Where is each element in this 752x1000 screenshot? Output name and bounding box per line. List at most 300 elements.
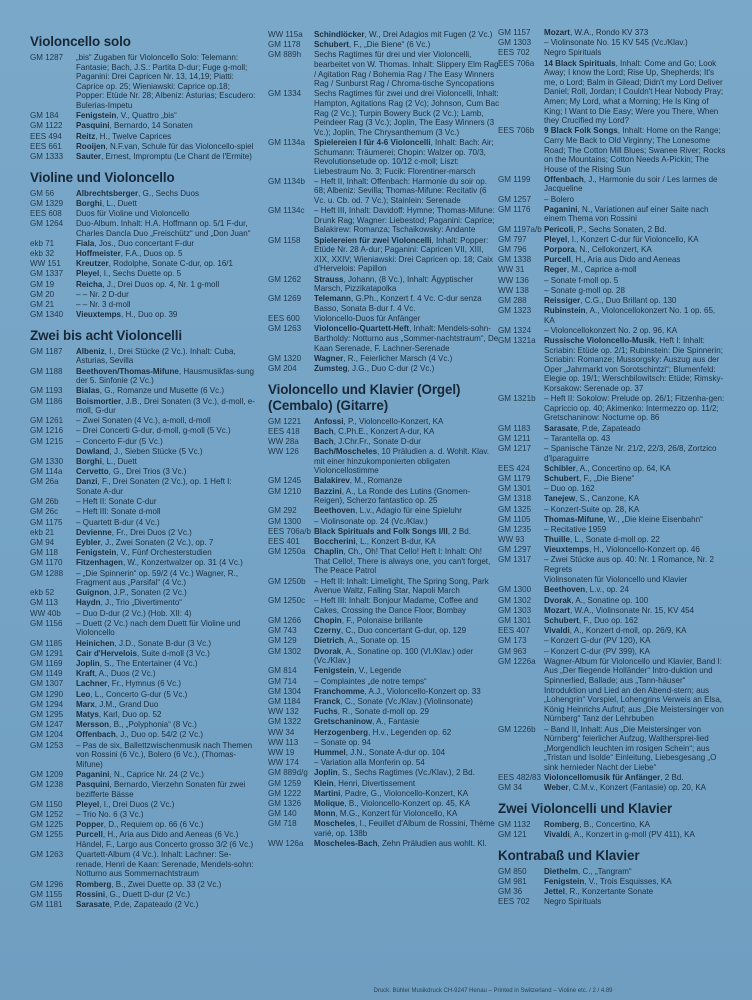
catalog-title: – Concerto F-dur (5 Vc.) bbox=[76, 436, 163, 446]
catalog-number: GM 1209 bbox=[30, 769, 64, 779]
catalog-number: GM 1134c bbox=[268, 206, 305, 216]
catalog-number: GM 850 bbox=[498, 866, 527, 876]
catalog-entry bbox=[268, 636, 500, 646]
section-heading: Violoncello und Klavier (Orgel) (Cembalo) (Gitarre) bbox=[268, 381, 461, 413]
catalog-entry bbox=[30, 850, 256, 879]
catalog-entry bbox=[268, 40, 500, 50]
catalog-title: 9 Black Folk Songs, Inhalt: Home on the Range; Carry Me Back to Old Virginny; The Lonesome Road; The Cotton Mill Blues; Swanee River; Rocks on the Mountains; Cotton Needs A-Pickin; The House of the Rising Sun bbox=[544, 126, 726, 174]
catalog-entry bbox=[30, 239, 256, 249]
catalog-number: WW 138 bbox=[498, 285, 529, 295]
catalog-title: – Heft II, Inhalt: Offenbach: Harmonie du soir op. 68; Albeniz: Sevilla; Thomas-Mifune: Recitativ (6 Vc. u. Cb. od. 7 Vc.); Stainlein: Serenade bbox=[314, 176, 487, 206]
catalog-number: GM 1158 bbox=[268, 235, 301, 245]
catalog-title: Bazzini, A., La Ronde des Lutins (Gnomen-Reigen), Scherzo fantastico op. 25 bbox=[314, 486, 471, 506]
catalog-title: Mozart, W.A., Violinsonate Nr. 15, KV 454 bbox=[544, 605, 695, 615]
catalog-section bbox=[268, 30, 500, 374]
catalog-entry bbox=[268, 758, 500, 768]
catalog-number: EES 401 bbox=[268, 536, 300, 546]
catalog-entry bbox=[30, 477, 256, 496]
catalog-number: WW 31 bbox=[498, 265, 525, 275]
catalog-title: Bach/Moscheles, 10 Präludien a. d. Wohlt. Klav. mit einer hinzukomponierten obligaten Violoncellostimme bbox=[314, 447, 490, 476]
catalog-number: GM 140 bbox=[268, 809, 297, 819]
catalog-entry bbox=[268, 799, 500, 809]
catalog-number: GM 1226a bbox=[498, 656, 536, 666]
catalog-entry bbox=[30, 142, 256, 152]
catalog-entry bbox=[268, 294, 500, 313]
catalog-number: WW 151 bbox=[30, 259, 61, 269]
catalog-entry bbox=[498, 205, 726, 224]
catalog-title: Pasquini, Bernardo, 14 Sonaten bbox=[76, 121, 193, 131]
catalog-title: Romberg, B., Concertino, KA bbox=[544, 819, 650, 829]
catalog-title: Cervetto, G., Drei Trios (3 Vc.) bbox=[76, 467, 187, 477]
catalog-title: Eybler, J., Zwei Sonaten (2 Vc.), op. 7 bbox=[76, 537, 214, 547]
catalog-title: Negro Spirituals bbox=[544, 897, 602, 907]
column-middle bbox=[268, 30, 500, 849]
catalog-title: Dvorak, A., Sonatine op. 100 bbox=[544, 595, 649, 605]
catalog-title: Violoncellomusik für Anfänger, 2 Bd. bbox=[544, 773, 684, 783]
catalog-number bbox=[498, 575, 544, 585]
catalog-entry bbox=[30, 800, 256, 810]
catalog-number: ekb 52 bbox=[30, 588, 55, 598]
catalog-title: – Violinsonate op. 24 (Vc./Klav.) bbox=[314, 516, 428, 526]
catalog-entry bbox=[30, 53, 256, 111]
catalog-title: Thuille, L., Sonate d-moll op. 22 bbox=[544, 535, 660, 545]
catalog-title: – Quartett B-dur (4 Vc.) bbox=[76, 517, 160, 527]
catalog-number: GM 1156 bbox=[30, 618, 63, 628]
catalog-number: EES 407 bbox=[498, 626, 530, 636]
catalog-entry bbox=[498, 494, 726, 504]
catalog-title: – – Nr. 2 D-dur bbox=[76, 289, 129, 299]
catalog-title: Fenigstein, V., Trois Esquisses, KA bbox=[544, 876, 672, 886]
catalog-entry bbox=[30, 880, 256, 890]
catalog-number: GM 1176 bbox=[498, 204, 531, 214]
catalog-title: Sarasate, P.de, Zapateado bbox=[544, 423, 641, 433]
catalog-title: Reger, M., Caprice a-moll bbox=[544, 265, 637, 275]
catalog-title: Jettel, R., Konzertante Sonate bbox=[544, 887, 654, 896]
catalog-number: GM 1149 bbox=[30, 669, 63, 679]
catalog-title: Schubert, F., „Die Biene“ (6 Vc.) bbox=[314, 40, 431, 50]
catalog-entry bbox=[498, 286, 726, 296]
catalog-title: Fenigstein, V., Legende bbox=[314, 666, 402, 676]
catalog-number: GM 1247 bbox=[30, 720, 64, 730]
catalog-title: Borghi, L., Duett bbox=[76, 457, 137, 467]
catalog-entry bbox=[30, 890, 256, 900]
catalog-number: ekb 21 bbox=[30, 527, 55, 537]
catalog-number: GM 1295 bbox=[30, 709, 64, 719]
catalog-entry bbox=[30, 659, 256, 669]
catalog-entry bbox=[268, 677, 500, 687]
catalog-entry bbox=[30, 467, 256, 477]
catalog-entry bbox=[30, 457, 256, 467]
catalog-number: GM 118 bbox=[30, 548, 59, 558]
catalog-title: Spielereien I für 4-6 Violoncelli, Inhalt: Bach: Air; Schumann: Träumerei; Chopin: Walzer op. 70/3, Revolutionsetude op. 10/12 c-moll; Liszt: Liebestraum No. 3; Fucik: Florentiner-marsch bbox=[314, 137, 494, 176]
catalog-number: GM 1337 bbox=[30, 269, 64, 279]
catalog-entry bbox=[268, 697, 500, 707]
catalog-number: GM 129 bbox=[268, 636, 297, 646]
catalog-entry bbox=[268, 364, 500, 374]
catalog-title: – Heft III: Inhalt: Bonjour Madame, Coffee and Cakes, Crossing the Dance Floor, Bombay bbox=[314, 596, 479, 615]
catalog-number: GM 114a bbox=[30, 467, 63, 477]
catalog-title: Reicha, J., Drei Duos op. 4, Nr. 1 g-moll bbox=[76, 279, 220, 289]
catalog-title: Joplin, S., Sechs Ragtimes (Vc./Klav.), 2 Bd. bbox=[314, 768, 475, 778]
catalog-number: GM 1264 bbox=[30, 219, 64, 229]
catalog-title: Marx, J.M., Grand Duo bbox=[76, 699, 159, 709]
catalog-number: GM 113 bbox=[30, 598, 59, 608]
catalog-section bbox=[498, 28, 726, 793]
catalog-title: – Violinsonate No. 15 KV 545 (Vc./Klav.) bbox=[544, 38, 688, 48]
catalog-title: – Zwei Stücke aus op. 40: Nr. 1 Romance, Nr. 2 Regrets bbox=[544, 555, 714, 575]
catalog-number: ekb 71 bbox=[30, 238, 55, 248]
catalog-number: GM 1210 bbox=[268, 486, 302, 496]
catalog-number: GM 1217 bbox=[498, 444, 532, 453]
catalog-title: Vieuxtemps, H., Violoncello-Konzert op. 46 bbox=[544, 545, 700, 555]
catalog-entry bbox=[30, 367, 256, 386]
catalog-number: GM 20 bbox=[30, 289, 55, 299]
catalog-number: GM 1132 bbox=[498, 819, 531, 829]
catalog-number: WW 132 bbox=[268, 707, 299, 717]
catalog-number: GM 1320 bbox=[268, 353, 302, 363]
catalog-title: Dietrich, A., Sonate op. 15 bbox=[314, 636, 411, 646]
catalog-number: GM 1105 bbox=[498, 514, 531, 524]
catalog-title: Molique, B., Violoncello-Konzert op. 45, KA bbox=[314, 798, 470, 808]
catalog-number: GM 26a bbox=[30, 477, 59, 487]
catalog-number: GM 1304 bbox=[268, 686, 302, 696]
catalog-title: Bach, C.Ph.E., Konzert A-dur, KA bbox=[314, 426, 435, 436]
catalog-number: GM 1301 bbox=[498, 484, 532, 494]
catalog-entry bbox=[30, 310, 256, 320]
catalog-entry bbox=[498, 783, 726, 793]
catalog-number: GM 1186 bbox=[30, 396, 63, 406]
catalog-number: GM 1333 bbox=[30, 151, 64, 161]
catalog-title: Duos für Violine und Violoncello bbox=[76, 208, 190, 218]
catalog-title: Guignon, J.P., Sonaten (2 Vc.) bbox=[76, 588, 187, 598]
catalog-entry bbox=[268, 50, 500, 88]
catalog-title: – „Die Spinnerin“ op. 59/2 (4 Vc.) Wagner, R., Fragment aus „Parsifal“ (4 Vc.) bbox=[76, 568, 239, 588]
catalog-title: Reissiger, C.G., Duo Brillant op. 130 bbox=[544, 295, 677, 305]
catalog-number: GM 1235 bbox=[498, 524, 532, 534]
catalog-number: EES 608 bbox=[30, 208, 62, 218]
catalog-number: GM 1288 bbox=[30, 568, 64, 578]
catalog-entry bbox=[30, 830, 256, 849]
catalog-entry bbox=[30, 820, 256, 830]
print-footer: Druck: Bühler Musikdruck CH-9247 Henau – Printed in Switzerland – Violine etc. / 2 / 4.89 bbox=[373, 988, 613, 994]
catalog-title: Black Spirituals and Folk Songs I/II, 2 Bd. bbox=[314, 526, 471, 536]
catalog-entry bbox=[268, 738, 500, 748]
catalog-entry bbox=[498, 296, 726, 306]
catalog-title: Hoffmeister, F.A., Duos op. 5 bbox=[76, 249, 183, 259]
catalog-title: Mozart, W.A., Rondo KV 373 bbox=[544, 28, 649, 37]
catalog-title: Vivaldi, A., Konzert in g-moll (PV 411), KA bbox=[544, 830, 695, 840]
catalog-number: GM 1318 bbox=[498, 494, 532, 504]
catalog-title: Purcell, H., Aria aus Dido and Aeneas bbox=[544, 255, 681, 265]
catalog-number: GM 1257 bbox=[498, 194, 532, 204]
catalog-entry bbox=[498, 336, 726, 394]
catalog-entry bbox=[268, 517, 500, 527]
catalog-number: WW 126 bbox=[268, 447, 299, 457]
catalog-number: GM 1263 bbox=[30, 850, 64, 860]
catalog-title: Schibler, A., Concertino op. 64, KA bbox=[544, 463, 671, 473]
catalog-title: Pasquini, Bernardo, Vierzehn Sonaten für zwei bezifferte Bässe bbox=[76, 780, 246, 799]
catalog-entry bbox=[268, 324, 500, 353]
catalog-title: – Spanische Tänze Nr. 21/2, 22/3, 26/8, Zortzico d'Iparaguirre bbox=[544, 444, 717, 463]
catalog-entry bbox=[498, 773, 726, 783]
catalog-entry bbox=[268, 537, 500, 547]
catalog-number: GM 1155 bbox=[30, 889, 63, 899]
catalog-number: GM 1266 bbox=[268, 616, 302, 626]
catalog-title: Dowland, J., Sieben Stücke (5 Vc.) bbox=[76, 446, 203, 456]
catalog-title: Moscheles-Bach, Zehn Präludien aus wohlt. Kl. bbox=[314, 839, 487, 849]
catalog-entry bbox=[30, 199, 256, 209]
catalog-entry bbox=[268, 717, 500, 727]
catalog-title: Herzogenberg, H.v., Legenden op. 62 bbox=[314, 727, 452, 737]
catalog-title: Pericoli, P., Sechs Sonaten, 2 Bd. bbox=[544, 224, 667, 234]
catalog-number: GM 889d/g bbox=[268, 768, 308, 778]
catalog-number: GM 1262 bbox=[268, 274, 302, 284]
catalog-number: GM 1178 bbox=[268, 40, 301, 50]
catalog-title: Lachner, Fr., Hymnus (6 Vc.) bbox=[76, 679, 182, 689]
catalog-number: GM 94 bbox=[30, 537, 55, 547]
catalog-title: Schindlöcker, W., Drei Adagios mit Fugen (2 Vc.) bbox=[314, 30, 493, 39]
catalog-number: EES 702 bbox=[498, 897, 530, 907]
section-heading: Violoncello solo bbox=[30, 34, 131, 49]
catalog-number: EES 424 bbox=[498, 463, 530, 473]
catalog-entry bbox=[268, 417, 500, 427]
catalog-entry bbox=[30, 679, 256, 689]
catalog-entry bbox=[30, 397, 256, 416]
catalog-number: GM 1340 bbox=[30, 310, 64, 320]
catalog-entry bbox=[498, 195, 726, 205]
catalog-number: EES 661 bbox=[30, 141, 62, 151]
catalog-number: GM 1150 bbox=[30, 799, 63, 809]
catalog-title: – Variation alla Monferin op. 54 bbox=[314, 758, 425, 768]
catalog-number: GM 796 bbox=[498, 245, 527, 254]
catalog-title: – Duett (2 Vc.) nach dem Duett für Violine und Violoncello bbox=[76, 618, 241, 638]
catalog-title: Tanejew, S., Canzone, KA bbox=[544, 494, 640, 504]
catalog-number: GM 1204 bbox=[30, 730, 64, 740]
catalog-title: Cair d'Hervelois, Suite d-moll (3 Vc.) bbox=[76, 648, 210, 658]
catalog-entry bbox=[30, 300, 256, 310]
catalog-number: GM 21 bbox=[30, 299, 55, 309]
catalog-entry bbox=[30, 209, 256, 219]
catalog-title: Hummel, J.N., Sonate A-dur op. 104 bbox=[314, 747, 446, 757]
catalog-entry bbox=[268, 547, 500, 576]
catalog-title: Weber, C.M.v., Konzert (Fantasie) op. 20, KA bbox=[544, 783, 707, 793]
catalog-entry bbox=[498, 555, 726, 574]
catalog-number: GM 1193 bbox=[30, 386, 63, 396]
catalog-number: GM 1185 bbox=[30, 638, 63, 648]
catalog-entry bbox=[268, 768, 500, 778]
catalog-title: – Heft III: Sonate d-moll bbox=[76, 507, 161, 517]
catalog-entry bbox=[30, 780, 256, 799]
catalog-entry bbox=[30, 219, 256, 238]
catalog-title: Sechs Ragtimes für zwei und drei Violoncelli, Inhalt: Hampton, Agitations Rag (2 Vc); Johnson, Cum Bac Rag (2 Vc.); Turpin Bowery Buck (2 Vc.); Lamb, Peindeer Rag (3 Vc.); Joplin, The Easy Winners (3 Vc.); Joplin, The Chrysanthemum (3 Vc.) bbox=[314, 89, 500, 137]
catalog-entry bbox=[498, 255, 726, 265]
catalog-number: GM 288 bbox=[498, 295, 527, 305]
catalog-number: GM 26c bbox=[30, 507, 59, 517]
catalog-entry bbox=[30, 111, 256, 121]
catalog-entry bbox=[498, 887, 726, 897]
catalog-entry bbox=[498, 245, 726, 255]
catalog-title: Kreutzer, Rodolphe, Sonate C-dur, op. 16/1 bbox=[76, 259, 234, 269]
catalog-title: Pleyel, I., Konzert C-dur für Violoncello, KA bbox=[544, 234, 699, 244]
catalog-title: Duo-Album. Inhalt: H.A. Hoffmann op. 5/1 F-dur, Charles Dancla Duo „Freischütz“ und „Don Juan“ bbox=[76, 219, 251, 238]
catalog-entry bbox=[30, 770, 256, 780]
catalog-title: Bialas, G., Romanze und Musette (6 Vc.) bbox=[76, 386, 225, 396]
catalog-title: – Band II, Inhalt: Aus „Die Meistersinger von Nürnberg“ feierlicher Aufzug, Walthersprei-lied „Morgendlich leuchten im rosigen Schein“; aus „Tristan und Isolde“ Einleitung, Liebesgesang „O sink hernieder Nacht der Liebe“ bbox=[544, 724, 717, 772]
catalog-entry bbox=[498, 464, 726, 474]
catalog-entry bbox=[268, 666, 500, 676]
catalog-title: Fuchs, R., Sonate d-moll op. 29 bbox=[314, 707, 429, 717]
catalog-entry bbox=[30, 741, 256, 770]
catalog-number: GM 1250a bbox=[268, 547, 306, 557]
catalog-number: GM 1134b bbox=[268, 176, 305, 186]
catalog-title: – Heft II: Sonate C-dur bbox=[76, 497, 157, 507]
catalog-entry bbox=[268, 577, 500, 596]
catalog-entry bbox=[268, 138, 500, 176]
catalog-title: Balakirev, M., Romanze bbox=[314, 476, 403, 486]
catalog-entry bbox=[498, 505, 726, 515]
catalog-title: Fitzenhagen, W., Konzertwalzer op. 31 (4 Vc.) bbox=[76, 558, 243, 568]
catalog-number: EES 706a/b bbox=[268, 526, 311, 536]
catalog-number: GM 1303 bbox=[498, 605, 532, 615]
catalog-title: 14 Black Spirituals, Inhalt: Come and Go; Look Away; I know the Lord; Rise Up, Shepherds; It's me, o Lord; Balm in Gilead; Didn't my Lord Deliver Daniel; Roll, Jordan; I Couldn't Hear Nobody Pray; Amen; My Lord, what a Morning; He Is King of King; I Want to Die Easy; Were you There, When they Crucified my Lord? bbox=[544, 58, 724, 126]
catalog-title: Violoncello-Quartett-Heft, Inhalt: Mendels-sohn-Bartholdy: Notturno aus „Sommer-nachtstraum“, De Kaan Serenade, F. Lachner-Serenade bbox=[314, 324, 499, 353]
catalog-entry bbox=[268, 275, 500, 294]
catalog-entry bbox=[268, 206, 500, 235]
catalog-title: Anfossi, P., Violoncello-Konzert, KA bbox=[314, 416, 444, 426]
catalog-entry bbox=[268, 616, 500, 626]
catalog-number: GM 1261 bbox=[30, 416, 64, 426]
catalog-entry bbox=[498, 474, 726, 484]
catalog-title: – Drei Concerti G-dur, d-moll, g-moll (5 Vc.) bbox=[76, 426, 231, 436]
catalog-title: Haydn, J., Trio „Divertimento“ bbox=[76, 598, 182, 608]
catalog-title: Beethoven, L.v., op. 24 bbox=[544, 585, 629, 595]
catalog-number: GM 292 bbox=[268, 506, 297, 516]
catalog-entry bbox=[268, 687, 500, 697]
catalog-title: – Complaintes „de notre temps“ bbox=[314, 676, 427, 686]
catalog-entry bbox=[30, 569, 256, 588]
catalog-number: GM 981 bbox=[498, 876, 527, 886]
catalog-entry bbox=[498, 175, 726, 194]
catalog-section bbox=[30, 328, 256, 910]
catalog-number: WW 93 bbox=[498, 535, 525, 545]
catalog-number: GM 1250b bbox=[268, 576, 306, 586]
catalog-title: Sarasate, P.de, Zapateado (2 Vc.) bbox=[76, 899, 199, 909]
catalog-entry bbox=[30, 730, 256, 740]
catalog-title: Russische Violoncello-Musik, Heft I: Inhalt: Scriabin: Etüde op. 2/1; Rubinstein: Die Spinnerin; Scriabin: Romanze; Mussorgsky: Auszug aus der Oper „Jahrmarkt von Sorotschintzi“; Blumenfeld: Elegie op. 19/1; Werschbilowitsch: Etüde; Rimsky-Korsakow: Serenade op. 37 bbox=[544, 336, 724, 394]
catalog-entry bbox=[30, 710, 256, 720]
section-heading: Violine und Violoncello bbox=[30, 169, 175, 185]
catalog-number: GM 1300 bbox=[268, 516, 302, 526]
catalog-number: GM 1322 bbox=[268, 717, 302, 727]
catalog-entry bbox=[30, 269, 256, 279]
catalog-title: – Bolero bbox=[544, 194, 574, 204]
catalog-number: GM 56 bbox=[30, 188, 55, 198]
catalog-number: GM 1188 bbox=[30, 366, 63, 376]
catalog-entry bbox=[30, 416, 256, 426]
catalog-number: GM 1263 bbox=[268, 324, 302, 334]
catalog-number: GM 1321b bbox=[498, 394, 536, 404]
catalog-title: – Konzert-Suite op. 28, KA bbox=[544, 504, 640, 514]
catalog-title: Martini, Padre, G., Violoncello-Konzert, KA bbox=[314, 788, 469, 798]
catalog-entry bbox=[498, 525, 726, 535]
catalog-number: GM 34 bbox=[498, 783, 523, 793]
catalog-entry bbox=[30, 720, 256, 730]
catalog-number: GM 1169 bbox=[30, 659, 63, 668]
catalog-number: GM 1183 bbox=[498, 423, 531, 433]
catalog-number: GM 1181 bbox=[30, 899, 63, 909]
catalog-entry bbox=[30, 437, 256, 447]
catalog-number: GM 889h bbox=[268, 50, 302, 60]
catalog-title: Schubert, F., „Die Biene“ bbox=[544, 473, 635, 483]
catalog-title: Violinsonaten für Violoncello und Klavier bbox=[544, 575, 688, 585]
catalog-number: GM 1211 bbox=[498, 433, 531, 443]
catalog-entry bbox=[498, 444, 726, 463]
catalog-entry bbox=[30, 558, 256, 568]
catalog-number: GM 1222 bbox=[268, 788, 302, 798]
catalog-entry bbox=[268, 447, 500, 476]
catalog-number: GM 1290 bbox=[30, 689, 64, 699]
catalog-number: GM 1221 bbox=[268, 416, 302, 426]
catalog-number: GM 1170 bbox=[30, 558, 63, 568]
catalog-title: Wagner, R., Feierlicher Marsch (4 Vc.) bbox=[314, 353, 453, 363]
catalog-title: Violoncello-Duos für Anfänger bbox=[314, 314, 421, 324]
catalog-title: Boismortier, J.B., Drei Sonaten (3 Vc.), d-moll, e-moll, G-dur bbox=[76, 396, 255, 416]
catalog-number: GM 1303 bbox=[498, 38, 532, 48]
catalog-title: Paganini, N., Caprice Nr. 24 (2 Vc.) bbox=[76, 769, 204, 779]
catalog-title: Schubert, F., Duo op. 162 bbox=[544, 616, 638, 625]
catalog-title: Chopin, F., Polonaise brillante bbox=[314, 616, 423, 626]
catalog-entry bbox=[268, 789, 500, 799]
catalog-entry bbox=[30, 447, 256, 457]
catalog-title: – Konzert G-dur (PV 120), KA bbox=[544, 636, 651, 646]
catalog-entry bbox=[498, 616, 726, 626]
catalog-title: – Sonate g-moll op. 28 bbox=[544, 285, 625, 295]
catalog-number: GM 963 bbox=[498, 646, 527, 656]
catalog-title: Albrechtsberger, G., Sechs Duos bbox=[76, 188, 199, 198]
catalog-entry bbox=[498, 535, 726, 545]
catalog-title: Negro Spirituals bbox=[544, 48, 602, 58]
catalog-number: GM 1325 bbox=[498, 504, 532, 514]
catalog-number: GM 184 bbox=[30, 111, 59, 121]
catalog-number: EES 600 bbox=[268, 314, 300, 324]
catalog-entry bbox=[268, 427, 500, 437]
catalog-title: Franck, C., Sonate (Vc./Klav.) (Violinsonate) bbox=[314, 697, 473, 706]
catalog-title: Danzi, F., Drei Sonaten (2 Vc.), op. 1 Heft I: Sonate A-dur bbox=[76, 477, 232, 496]
catalog-number: EES 706a bbox=[498, 58, 535, 68]
catalog-title: – Recitative 1959 bbox=[544, 524, 607, 534]
catalog-title: – Zwei Sonaten (4 Vc.), a-moll, d-moll bbox=[76, 416, 211, 426]
catalog-title: Pleyel, I., Sechs Duette op. 5 bbox=[76, 269, 182, 279]
catalog-number bbox=[30, 447, 76, 457]
catalog-section bbox=[498, 848, 726, 907]
catalog-title: Fenigstein, V., Fünf Orchesterstudien bbox=[76, 548, 212, 558]
catalog-number: GM 1329 bbox=[30, 198, 64, 208]
catalog-title: Pleyel, I., Drei Duos (2 Vc.) bbox=[76, 799, 175, 809]
catalog-number: GM 1184 bbox=[268, 697, 301, 706]
catalog-number: GM 1291 bbox=[30, 648, 64, 658]
catalog-entry bbox=[268, 487, 500, 506]
catalog-number: GM 714 bbox=[268, 676, 297, 686]
catalog-entry bbox=[30, 347, 256, 366]
catalog-title: Albeniz, I., Drei Stücke (2 Vc.). Inhalt: Cuba, Asturias, Sevilla bbox=[76, 346, 236, 366]
catalog-title: Franchomme, A.J., Violoncello-Konzert op. 33 bbox=[314, 686, 481, 696]
catalog-number: WW 34 bbox=[268, 727, 295, 737]
catalog-title: Porpora, N., Cellokonzert, KA bbox=[544, 245, 652, 254]
catalog-number: GM 1338 bbox=[498, 255, 532, 265]
column-right bbox=[498, 28, 726, 907]
catalog-entry bbox=[30, 518, 256, 528]
catalog-entry bbox=[268, 236, 500, 274]
